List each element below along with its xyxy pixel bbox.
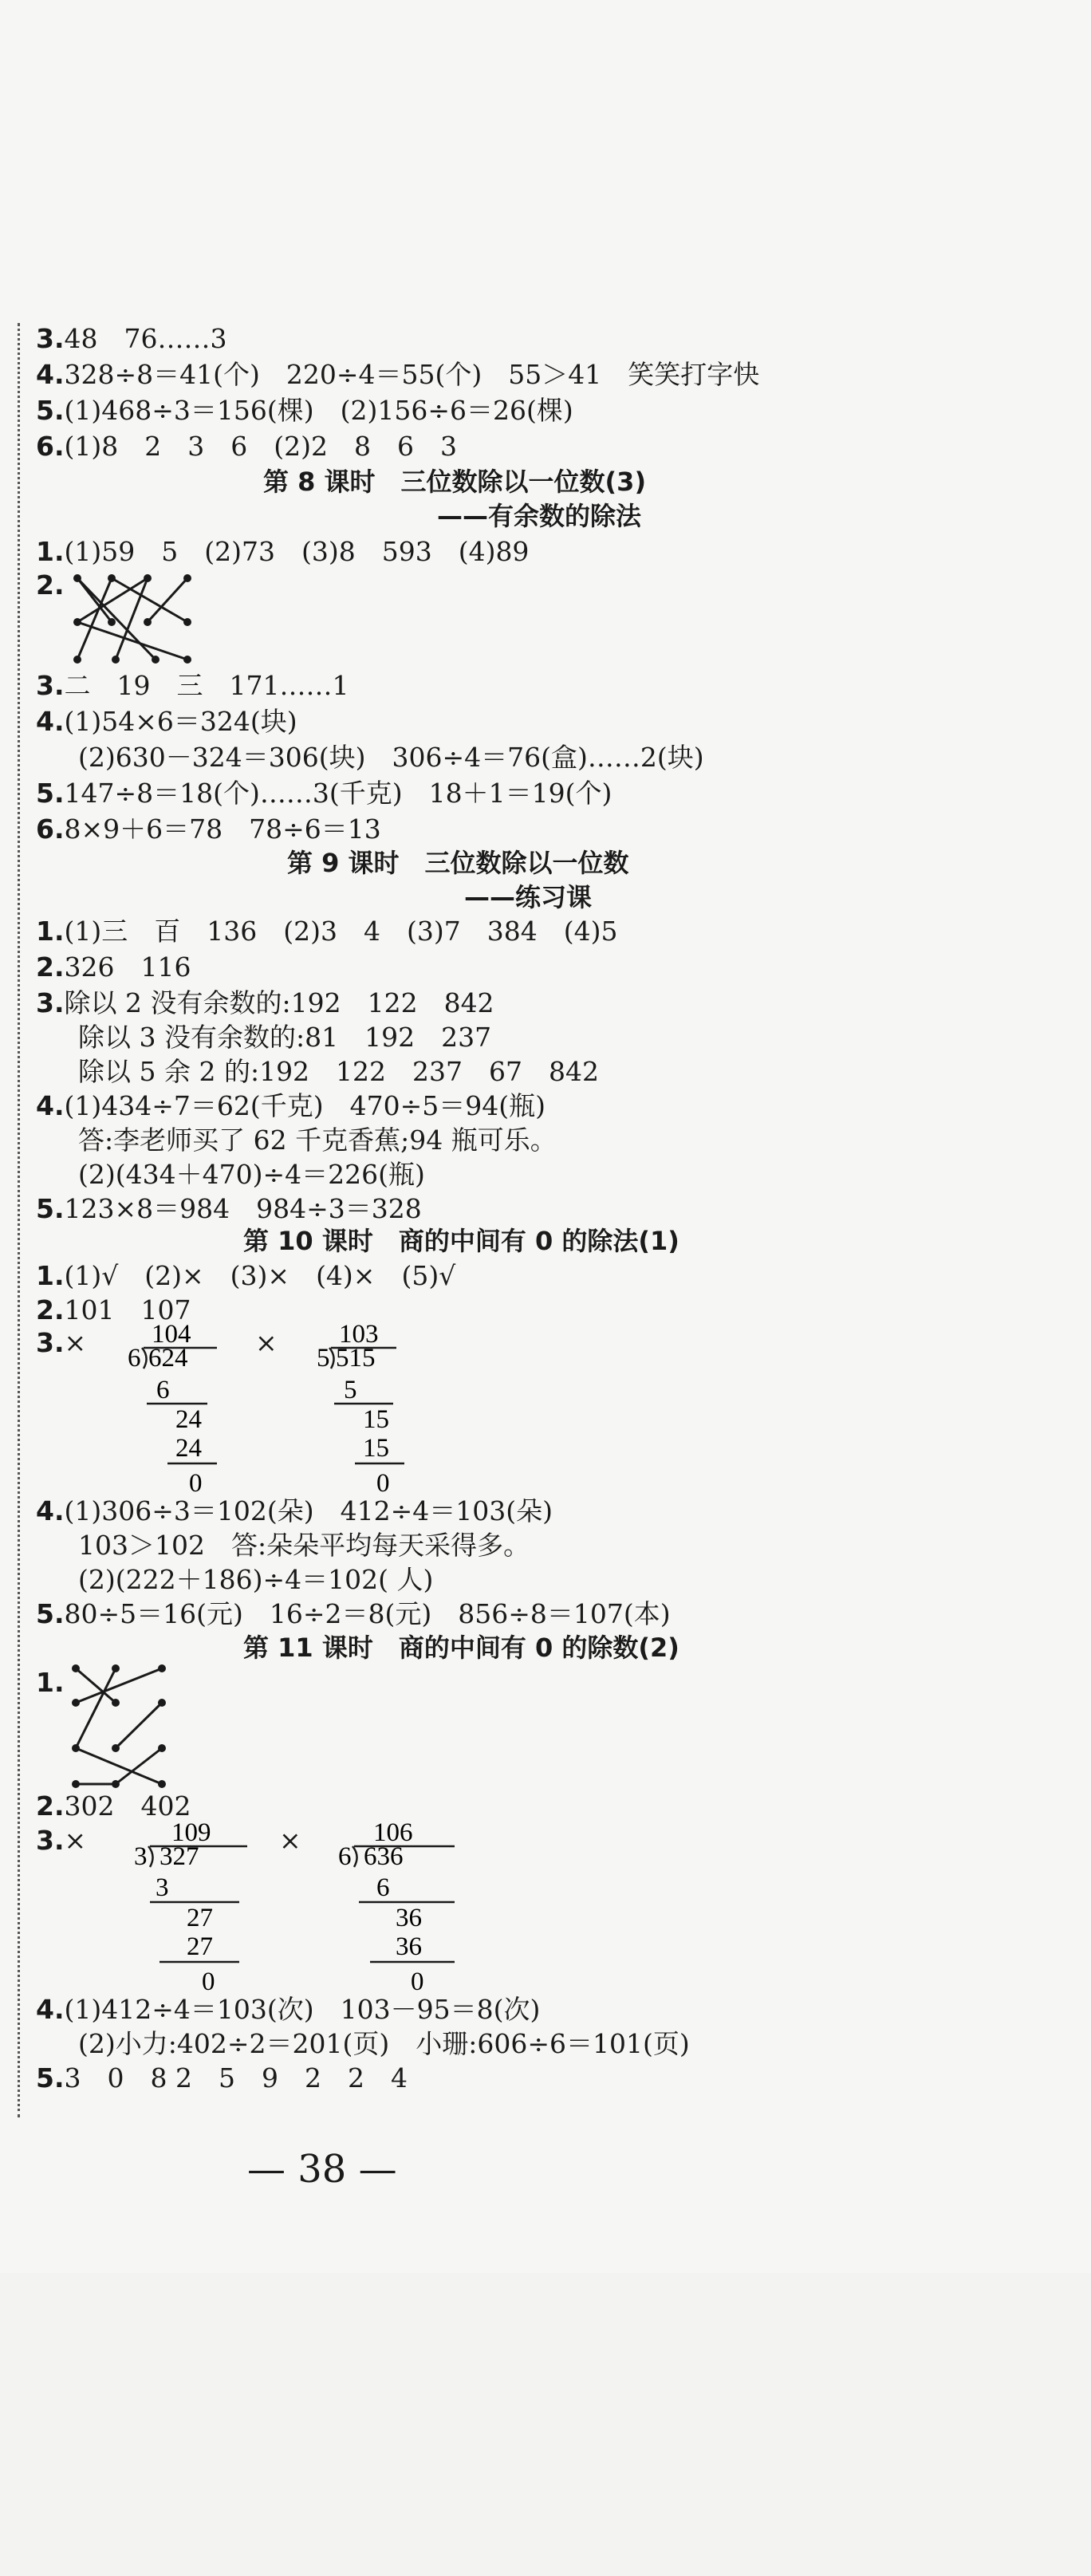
lesson-heading: 第 8 课时 三位数除以一位数(3) [263,467,647,497]
ld-dividend: 327 [160,1842,199,1871]
answer-line: 5.147÷8＝18(个)……3(千克) 18＋1＝19(个) [36,778,612,809]
ld-step: 15 [363,1434,389,1463]
ld-step: 24 [175,1434,202,1463]
answer-line: 4.328÷8＝41(个) 220÷4＝55(个) 55＞41 笑笑打字快 [36,359,760,390]
ld-divisor: 6 [128,1344,141,1373]
ld-step: 0 [411,1967,424,1996]
judgement-mark: × [255,1327,278,1358]
answer-line: (2)小力:402÷2＝201(页) 小珊:606÷6＝101(页) [78,2028,690,2059]
answer-line: 5.(1)468÷3＝156(棵) (2)156÷6＝26(棵) [36,395,573,426]
ld-quotient: 103 [339,1320,379,1349]
answer-line: 103＞102 答:朵朵平均每天采得多。 [78,1530,530,1561]
answer-line: (2)(222＋186)÷4＝102( 人) [78,1564,434,1595]
answer-line: 除以 3 没有余数的:81 192 237 [78,1022,492,1053]
ld-divisor: 6 [338,1842,352,1871]
answer-line: 3.二 19 三 171……1 [36,670,349,701]
answer-line: 6.8×9＋6＝78 78÷6＝13 [36,813,381,845]
ld-divisor: 5 [317,1344,330,1373]
ld-step: 27 [187,1904,213,1932]
answer-line: 2.326 116 [36,951,191,983]
answer-line: 2.302 402 [36,1790,191,1822]
answer-line: 5.123×8＝984 984÷3＝328 [36,1193,422,1224]
answer-line: 1.(1)√ (2)× (3)× (4)× (5)√ [36,1260,456,1291]
ld-step: 15 [363,1405,389,1434]
ld-step: 6 [376,1873,390,1902]
lesson-subheading: ——有余数的除法 [437,501,642,531]
long-division-1 [112,1316,255,1499]
answer-line: (2)630－324＝306(块) 306÷4＝76(盒)……2(块) [78,742,704,773]
ld-step: 36 [396,1904,422,1932]
answer-line: 3.× [36,1825,87,1856]
ld-quotient: 104 [152,1320,191,1349]
matching-diagram-2 [68,1659,179,1794]
answer-line: 3.48 76……3 [36,323,227,354]
ld-step: 6 [156,1376,170,1404]
long-division-2 [307,1316,451,1499]
ld-step: 3 [156,1873,169,1902]
answer-line: 5.80÷5＝16(元) 16÷2＝8(元) 856÷8＝107(本) [36,1598,671,1629]
answer-line: 1.(1)59 5 (2)73 (3)8 593 (4)89 [36,536,530,567]
answer-line: 3.除以 2 没有余数的:192 122 842 [36,987,494,1018]
long-division-3 [128,1814,271,1998]
ld-step: 5 [344,1376,357,1404]
answer-line: (2)(434＋470)÷4＝226(瓶) [78,1159,425,1190]
lesson-heading: 第 9 课时 三位数除以一位数 [287,848,629,878]
ld-dividend: 515 [336,1344,376,1373]
judgement-mark: × [279,1825,301,1856]
answer-line: 4.(1)306÷3＝102(朵) 412÷4＝103(朵) [36,1495,553,1526]
answer-line: 3.× [36,1327,87,1358]
ld-step: 0 [376,1469,390,1498]
ld-step: 0 [189,1469,203,1498]
lesson-heading: 第 10 课时 商的中间有 0 的除法(1) [243,1226,679,1256]
answer-line: 4.(1)434÷7＝62(千克) 470÷5＝94(瓶) [36,1090,546,1121]
answer-line: 2.101 107 [36,1294,191,1325]
answer-line: 除以 5 余 2 的:192 122 237 67 842 [78,1056,600,1087]
ld-dividend: 636 [364,1842,404,1871]
answer-line: 1. [36,1667,65,1698]
long-division-4 [335,1814,479,1998]
matching-diagram [68,570,203,674]
dotted-margin-line [18,323,20,2117]
ld-step: 0 [202,1967,215,1996]
answer-line: 答:李老师买了 62 千克香蕉;94 瓶可乐。 [78,1125,557,1156]
lesson-heading: 第 11 课时 商的中间有 0 的除数(2) [243,1633,679,1663]
answer-line: 1.(1)三 百 136 (2)3 4 (3)7 384 (4)5 [36,916,618,947]
answer-line: 2. [36,569,65,601]
answer-line: 6.(1)8 2 3 6 (2)2 8 6 3 [36,431,457,462]
answer-line: 4.(1)412÷4＝103(次) 103－95＝8(次) [36,1994,541,2025]
ld-dividend: 624 [148,1344,188,1373]
answer-line: 4.(1)54×6＝324(块) [36,706,297,737]
ld-quotient: 109 [171,1818,211,1847]
lesson-subheading: ——练习课 [464,882,593,912]
ld-quotient: 106 [373,1818,413,1847]
ld-step: 27 [187,1932,213,1961]
ld-divisor: 3 [134,1842,148,1871]
ld-step: 36 [396,1932,422,1961]
page-number: — 38 — [247,2147,397,2192]
answer-line: 5.3 0 8 2 5 9 2 2 4 [36,2062,408,2093]
ld-step: 24 [175,1405,202,1434]
